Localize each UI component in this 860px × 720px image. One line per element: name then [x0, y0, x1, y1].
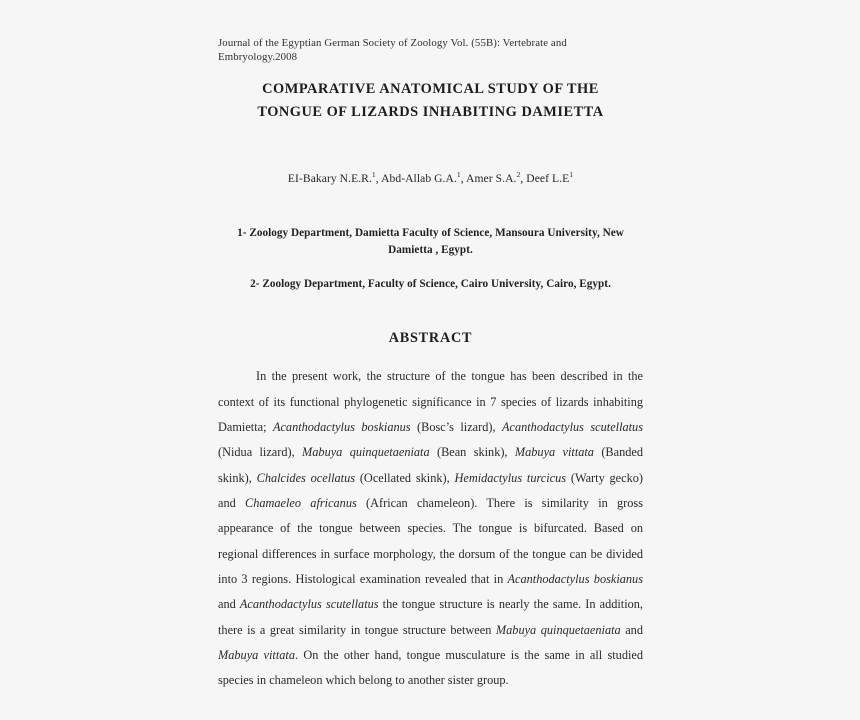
affiliation-2: 2- Zoology Department, Faculty of Science, Cairo University, Cairo, Egypt.	[250, 278, 611, 291]
article-title-line-2: TONGUE OF LIZARDS INHABITING DAMIETTA	[257, 103, 604, 120]
species-name-acanthodactylus-boskianus-2: Acanthodactylus boskianus	[507, 572, 643, 587]
abstract-paragraph	[218, 364, 643, 693]
journal-running-header: Journal of the Egyptian German Society of Zoology Vol. (55B): Vertebrate and Embryology.2008	[218, 37, 567, 64]
abstract-heading: ABSTRACT	[388, 330, 473, 347]
abstract-text-segment: (Nidua lizard),	[218, 445, 303, 460]
article-title-line-1: COMPARATIVE ANATOMICAL STUDY OF THE	[262, 80, 599, 97]
author-4-affiliation-marker: 1	[569, 170, 574, 180]
species-name-mabuya-vittata-2: Mabuya vittata	[218, 648, 295, 663]
species-name-acanthodactylus-scutellatus-2: Acanthodactylus scutellatus	[239, 597, 379, 612]
species-name-acanthodactylus-boskianus: Acanthodactylus boskianus	[272, 420, 411, 435]
abstract-text-segment: and	[620, 622, 643, 637]
abstract-text-segment: In the present work, the structure of the tongue has been described in the context of its functional phylogenetic significance in 7 species of lizards inhabiting Damietta;	[218, 369, 643, 435]
affiliation-1: 1- Zoology Department, Damietta Faculty of Science, Mansoura University, New Damietta , Egypt.	[237, 227, 624, 257]
author-list	[218, 171, 643, 187]
abstract-text-segment: (Bosc’s lizard),	[410, 420, 502, 435]
author-separator-1: ,	[375, 172, 382, 186]
author-1-name: EI-Bakary N.E.R.	[287, 172, 372, 186]
affiliation-list	[218, 225, 643, 293]
abstract-text-segment: . On the other hand, tongue musculature is the same in all studied species in chameleon which belong to another sister group.	[218, 648, 643, 688]
abstract-text-segment: (Ocellated skink),	[355, 470, 455, 485]
abstract-text-segment: (Banded skink),	[218, 445, 643, 485]
author-3-name: Amer S.A.	[466, 172, 517, 186]
species-name-hemidactylus-turcicus: Hemidactylus turcicus	[454, 470, 567, 485]
species-name-mabuya-vittata: Mabuya vittata	[514, 445, 594, 460]
abstract-text-segment: the tongue structure is nearly the same. In addition, there is a great similarity in tongue structure between	[218, 597, 643, 637]
species-name-mabuya-quinquetaeniata: Mabuya quinquetaeniata	[302, 445, 430, 460]
abstract-text-segment: and	[218, 597, 240, 612]
abstract-text-segment: (Warty gecko) and	[218, 470, 643, 511]
article-title	[218, 78, 643, 125]
author-2-name: Abd-Allab G.A.	[381, 172, 457, 186]
abstract-text-segment: (African chameleon). There is similarity in gross appearance of the tongue between species. The tongue is bifurcated. Based on regional differences in surface morphology, the dorsum of the tongue can be divided into 3 regions. Histological examination revealed that in	[218, 496, 643, 587]
author-4-name: Deef L.E	[526, 172, 570, 186]
author-3-affiliation-marker: 2	[516, 170, 521, 180]
species-name-mabuya-quinquetaeniata-2: Mabuya quinquetaeniata	[495, 622, 621, 637]
species-name-acanthodactylus-scutellatus: Acanthodactylus scutellatus	[501, 420, 643, 435]
abstract-text-segment: (Bean skink),	[429, 445, 515, 460]
author-1-affiliation-marker: 1	[371, 170, 376, 180]
author-separator-3: ,	[520, 172, 527, 186]
page-content-column	[218, 36, 643, 706]
species-name-chamaeleo-africanus: Chamaeleo africanus	[245, 496, 357, 511]
author-separator-2: ,	[460, 172, 467, 186]
author-2-affiliation-marker: 1	[456, 170, 461, 180]
species-name-chalcides-ocellatus: Chalcides ocellatus	[256, 470, 356, 485]
